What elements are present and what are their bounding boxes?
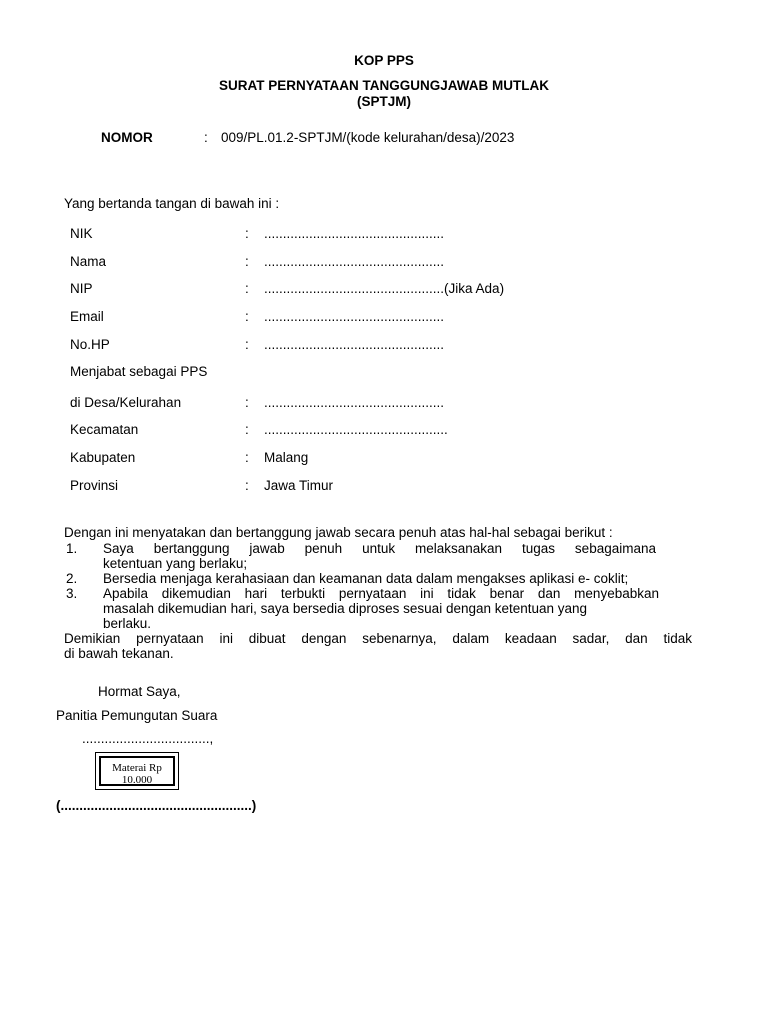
closing-text: Demikian pernyataan ini dibuat dengan sebenarnya, dalam keadaan sadar, dan tidak [64, 631, 692, 646]
document-title: SURAT PERNYATAAN TANGGUNGJAWAB MUTLAK [219, 78, 549, 93]
intro-text: Yang bertanda tangan di bawah ini : [64, 196, 280, 211]
field-value: ................................................. [264, 422, 448, 437]
field-label: Kecamatan [70, 422, 139, 437]
field-label: NIK [70, 226, 93, 241]
nomor-value: 009/PL.01.2-SPTJM/(kode kelurahan/desa)/2023 [221, 130, 515, 145]
place-date: .................................., [82, 731, 214, 746]
materai-stamp [95, 752, 179, 790]
field-colon: : [245, 226, 249, 241]
field-colon: : [245, 254, 249, 269]
materai-stamp-inner [99, 756, 175, 786]
field-label: No.HP [70, 337, 110, 352]
stamp-amount: 10.000 [121, 774, 153, 786]
document-title-abbrev: (SPTJM) [357, 94, 411, 109]
list-item-text: ketentuan yang berlaku; [103, 556, 248, 571]
field-value: ................................................ [264, 309, 445, 324]
field-colon: : [245, 478, 249, 493]
signer-role: Panitia Pemungutan Suara [56, 708, 218, 723]
field-label: NIP [70, 281, 93, 296]
field-colon: : [245, 337, 249, 352]
field-value: Jawa Timur [264, 478, 334, 493]
list-item-text: Saya bertanggung jawab penuh untuk melaksanakan tugas sebagaimana [103, 541, 656, 556]
stamp-text: Materai Rp [112, 762, 162, 774]
field-colon: : [245, 281, 249, 296]
nomor-colon: : [204, 130, 208, 145]
field-colon: : [245, 309, 249, 324]
list-number: 2. [66, 571, 78, 586]
field-label: Kabupaten [70, 450, 136, 465]
list-number: 1. [66, 541, 78, 556]
field-label: Provinsi [70, 478, 119, 493]
statement-lead: Dengan ini menyatakan dan bertanggung jawab secara penuh atas hal-hal sebagai berikut : [64, 525, 613, 540]
letterhead-kop: KOP PPS [354, 53, 414, 68]
list-number: 3. [66, 586, 78, 601]
hormat-text: Hormat Saya, [98, 684, 181, 699]
list-item-text: berlaku. [103, 616, 152, 631]
field-value: ................................................ [264, 395, 445, 410]
nomor-label: NOMOR [101, 130, 153, 145]
field-value: ................................................ [264, 337, 445, 352]
field-value: ................................................ [264, 254, 445, 269]
list-item-text: Bersedia menjaga kerahasiaan dan keamanan data dalam mengakses aplikasi e- coklit; [103, 571, 629, 586]
list-item-text: Apabila dikemudian hari terbukti pernyataan ini tidak benar dan menyebabkan [103, 586, 659, 601]
field-colon: : [245, 450, 249, 465]
field-label: Nama [70, 254, 107, 269]
closing-text: di bawah tekanan. [64, 646, 174, 661]
field-colon: : [245, 422, 249, 437]
menjabat-label: Menjabat sebagai PPS [70, 364, 208, 379]
list-item-text: masalah dikemudian hari, saya bersedia diproses sesuai dengan ketentuan yang [103, 601, 588, 616]
field-label: Email [70, 309, 104, 324]
signer-name-placeholder: (...................................................) [56, 798, 257, 813]
field-value: Malang [264, 450, 309, 465]
field-label: di Desa/Kelurahan [70, 395, 182, 410]
field-value: ................................................(Jika Ada) [264, 281, 505, 296]
field-colon: : [245, 395, 249, 410]
field-value: ................................................ [264, 226, 445, 241]
